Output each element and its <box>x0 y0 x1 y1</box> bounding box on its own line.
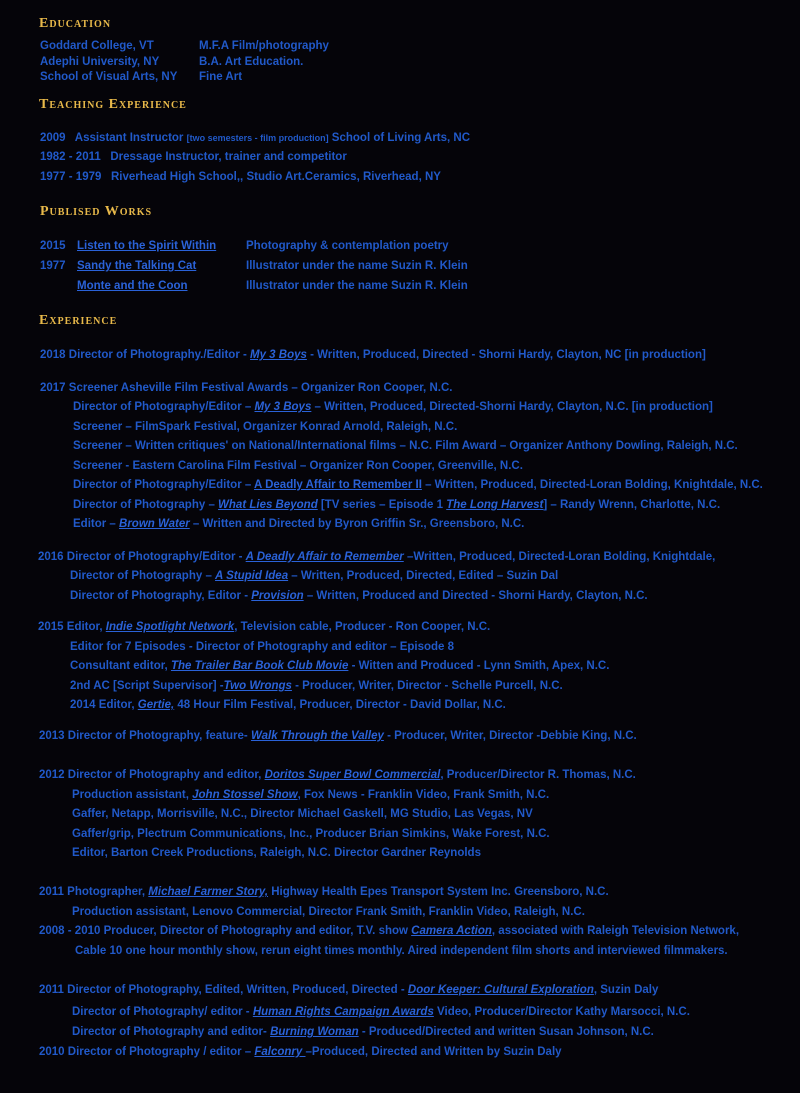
experience-entry: Production assistant, Lenovo Commercial, Director Frank Smith, Franklin Video, Raleigh, N.C. <box>72 906 585 918</box>
work-title-link[interactable]: Walk Through the Valley <box>250 730 384 742</box>
published-title-link[interactable]: Listen to the Spirit Within <box>77 240 217 252</box>
entry-text: – Written and Directed by Byron Griffin Sr., Greensboro, N.C. <box>189 518 525 530</box>
work-title-link[interactable]: My 3 Boys <box>250 349 307 361</box>
experience-entry <box>70 679 563 693</box>
entry-text: –Written, Produced, Directed-Loran Bolding, Knightdale, <box>403 551 716 563</box>
experience-entry <box>39 768 636 782</box>
work-title-link[interactable]: Doritos Super Bowl Commercial <box>264 769 441 781</box>
entry-text: Director of Photography/Editor – <box>73 479 255 491</box>
entry-text: - Produced/Directed and written Susan Johnson, N.C. <box>358 1026 654 1038</box>
teaching-heading: Teaching Experience <box>39 97 187 112</box>
entry-text: Director of Photography – <box>70 570 216 582</box>
entry-text: 2014 Editor, <box>70 699 138 711</box>
entry-text: Editor – <box>73 518 120 530</box>
entry-text: - Witten and Produced - Lynn Smith, Apex, N.C. <box>348 660 610 672</box>
work-title-link[interactable]: Indie Spotlight Network <box>105 621 235 633</box>
entry-text: - Producer, Writer, Director -Debbie King, N.C. <box>383 730 637 742</box>
entry-text: – Written, Produced and Directed - Shorni Hardy, Clayton, N.C. <box>303 590 648 602</box>
published-title-link[interactable]: Sandy the Talking Cat <box>77 260 197 272</box>
entry-text: – Written, Produced, Directed-Shorni Hardy, Clayton, N.C. [in production] <box>311 401 713 413</box>
entry-text: 48 Hour Film Festival, Producer, Director - David Dollar, N.C. <box>174 699 506 711</box>
experience-entry: Editor for 7 Episodes - Director of Photography and editor – Episode 8 <box>70 641 455 653</box>
entry-text: , Fox News - Franklin Video, Frank Smith, N.C. <box>297 789 550 801</box>
teaching-year: 1977 - 1979 <box>40 171 102 183</box>
entry-text: Highway Health Epes Transport System Inc. Greensboro, N.C. <box>268 886 609 898</box>
published-heading: Publised Works <box>40 204 153 219</box>
experience-entry <box>38 620 490 634</box>
teaching-item <box>40 150 347 164</box>
work-title-link[interactable]: A Deadly Affair to Remember <box>245 551 404 563</box>
experience-entry: Editor, Barton Creek Productions, Raleigh, N.C. Director Gardner Reynolds <box>72 847 481 859</box>
published-title-link[interactable]: Monte and the Coon <box>77 280 188 292</box>
entry-text: –Produced, Directed and Written by Suzin Daly <box>305 1046 562 1058</box>
entry-text: Director of Photography/Editor – <box>73 401 255 413</box>
education-school: School of Visual Arts, NY <box>40 71 178 83</box>
experience-entry <box>73 400 713 414</box>
experience-entry <box>73 498 720 512</box>
education-degree: M.F.A Film/photography <box>199 40 329 52</box>
published-year: 2015 <box>40 240 66 252</box>
entry-text: - Written, Produced, Directed - Shorni Hardy, Clayton, NC [in production] <box>306 349 706 361</box>
experience-entry <box>39 1045 562 1059</box>
work-title-link[interactable]: Camera Action <box>411 925 492 937</box>
work-title-link[interactable]: Brown Water <box>119 518 190 530</box>
teaching-year: 2009 <box>40 132 66 144</box>
education-heading: Education <box>39 16 112 31</box>
entry-text: [TV series – Episode 1 <box>317 499 447 511</box>
work-title-link[interactable]: John Stossel Show <box>192 789 298 801</box>
entry-text: 2nd AC [Script Supervisor] - <box>70 680 224 692</box>
entry-text: – Written, Produced, Directed, Edited – Suzin Dal <box>288 570 559 582</box>
education-degree: Fine Art <box>199 71 243 83</box>
entry-text: , Suzin Daly <box>593 984 659 996</box>
work-title-link[interactable]: Two Wrongs <box>223 680 292 692</box>
teaching-text: Dressage Instructor, trainer and competitor <box>110 151 347 163</box>
entry-text: Director of Photography and editor- <box>72 1026 271 1038</box>
work-title-link[interactable]: Michael Farmer Story, <box>148 886 269 898</box>
entry-text: Production assistant, <box>72 789 193 801</box>
published-desc: Illustrator under the name Suzin R. Klein <box>246 260 468 272</box>
teaching-text: School of Living Arts, NC <box>328 132 471 144</box>
entry-text: 2011 Director of Photography, Edited, Written, Produced, Directed - <box>39 984 408 996</box>
entry-text: Director of Photography – <box>73 499 219 511</box>
education-row <box>40 39 154 53</box>
work-title-link[interactable]: Falconry <box>254 1046 306 1058</box>
experience-entry <box>70 698 506 712</box>
teaching-text: Assistant Instructor <box>74 132 187 144</box>
entry-text: Video, Producer/Director Kathy Marsocci, N.C. <box>433 1006 690 1018</box>
teaching-note: [two semesters - film production] <box>186 133 329 143</box>
experience-entry: 2017 Screener Asheville Film Festival Awards – Organizer Ron Cooper, N.C. <box>40 382 453 394</box>
entry-text: Director of Photography, Editor - <box>70 590 252 602</box>
published-desc: Illustrator under the name Suzin R. Klein <box>246 280 468 292</box>
entry-text: 2013 Director of Photography, feature- <box>39 730 251 742</box>
experience-entry: Screener – Written critiques' on National/International films – N.C. Film Award – Organizer Anthony Dowling, Raleigh, N.C. <box>73 440 738 452</box>
experience-entry <box>70 659 609 673</box>
experience-entry <box>72 788 549 802</box>
entry-text: , Television cable, Producer - Ron Cooper, N.C. <box>234 621 491 633</box>
experience-entry <box>72 1025 654 1039</box>
work-title-link[interactable]: Door Keeper: Cultural Exploration <box>407 984 594 996</box>
experience-entry: Screener - Eastern Carolina Film Festival – Organizer Ron Cooper, Greenville, N.C. <box>73 460 523 472</box>
entry-text: 2018 Director of Photography./Editor - <box>40 349 251 361</box>
entry-text: - Producer, Writer, Director - Schelle Purcell, N.C. <box>291 680 563 692</box>
published-year: 1977 <box>40 260 66 272</box>
work-title-link[interactable]: My 3 Boys <box>254 401 312 413</box>
entry-text: 2012 Director of Photography and editor, <box>39 769 265 781</box>
entry-text: – Written, Produced, Directed-Loran Bolding, Knightdale, N.C. <box>421 479 763 491</box>
experience-entry <box>70 569 558 583</box>
experience-entry <box>39 983 658 997</box>
education-school: Goddard College, VT <box>40 40 154 52</box>
entry-text: 2015 Editor, <box>38 621 106 633</box>
experience-entry: Screener – FilmSpark Festival, Organizer Konrad Arnold, Raleigh, N.C. <box>73 421 458 433</box>
experience-entry: Gaffer/grip, Plectrum Communications, Inc., Producer Brian Simkins, Wake Forest, N.C. <box>72 828 550 840</box>
experience-entry <box>73 517 524 531</box>
experience-entry <box>73 478 763 492</box>
work-title-link[interactable]: The Trailer Bar Book Club Movie <box>170 660 349 672</box>
experience-entry <box>70 589 648 603</box>
work-title-link[interactable]: Human Rights Campaign Awards <box>252 1006 434 1018</box>
experience-entry <box>39 729 637 743</box>
work-title-link[interactable]: A Stupid Idea <box>215 570 289 582</box>
entry-text: Consultant editor, <box>70 660 171 672</box>
experience-heading: Experience <box>39 313 118 328</box>
published-desc: Photography & contemplation poetry <box>246 240 449 252</box>
experience-entry <box>39 885 609 899</box>
work-title-link[interactable]: What Lies Beyond <box>218 499 318 511</box>
experience-entry <box>38 550 715 564</box>
teaching-year: 1982 - 2011 <box>40 151 101 163</box>
work-title-link[interactable]: A Deadly Affair to Remember II <box>254 479 422 491</box>
entry-text: 2010 Director of Photography / editor – <box>39 1046 255 1058</box>
entry-text: , Producer/Director R. Thomas, N.C. <box>440 769 636 781</box>
education-degree: B.A. Art Education. <box>199 56 304 68</box>
teaching-text: Riverhead High School,, Studio Art.Ceramics, Riverhead, NY <box>110 171 441 183</box>
entry-text: Director of Photography/ editor - <box>72 1006 253 1018</box>
experience-entry <box>72 1005 690 1019</box>
entry-text: 2016 Director of Photography/Editor - <box>38 551 246 563</box>
experience-entry: Gaffer, Netapp, Morrisville, N.C., Director Michael Gaskell, MG Studio, Las Vegas, NV <box>72 808 533 820</box>
teaching-item <box>40 170 441 184</box>
experience-entry: Cable 10 one hour monthly show, rerun eight times monthly. Aired independent film shorts and interviewed filmmakers. <box>75 945 728 957</box>
work-title-link[interactable]: The Long Harvest <box>446 499 544 511</box>
education-school: Adephi University, NY <box>40 56 160 68</box>
entry-text: ] – Randy Wrenn, Charlotte, N.C. <box>543 499 721 511</box>
entry-text: 2008 - 2010 Producer, Director of Photography and editor, T.V. show <box>39 925 412 937</box>
teaching-item <box>40 131 470 145</box>
entry-text: , associated with Raleigh Television Network, <box>491 925 740 937</box>
work-title-link[interactable]: Provision <box>251 590 304 602</box>
experience-entry <box>39 924 739 938</box>
work-title-link[interactable]: Gertie, <box>137 699 175 711</box>
experience-entry <box>40 348 706 362</box>
entry-text: 2011 Photographer, <box>39 886 149 898</box>
work-title-link[interactable]: Burning Woman <box>270 1026 359 1038</box>
